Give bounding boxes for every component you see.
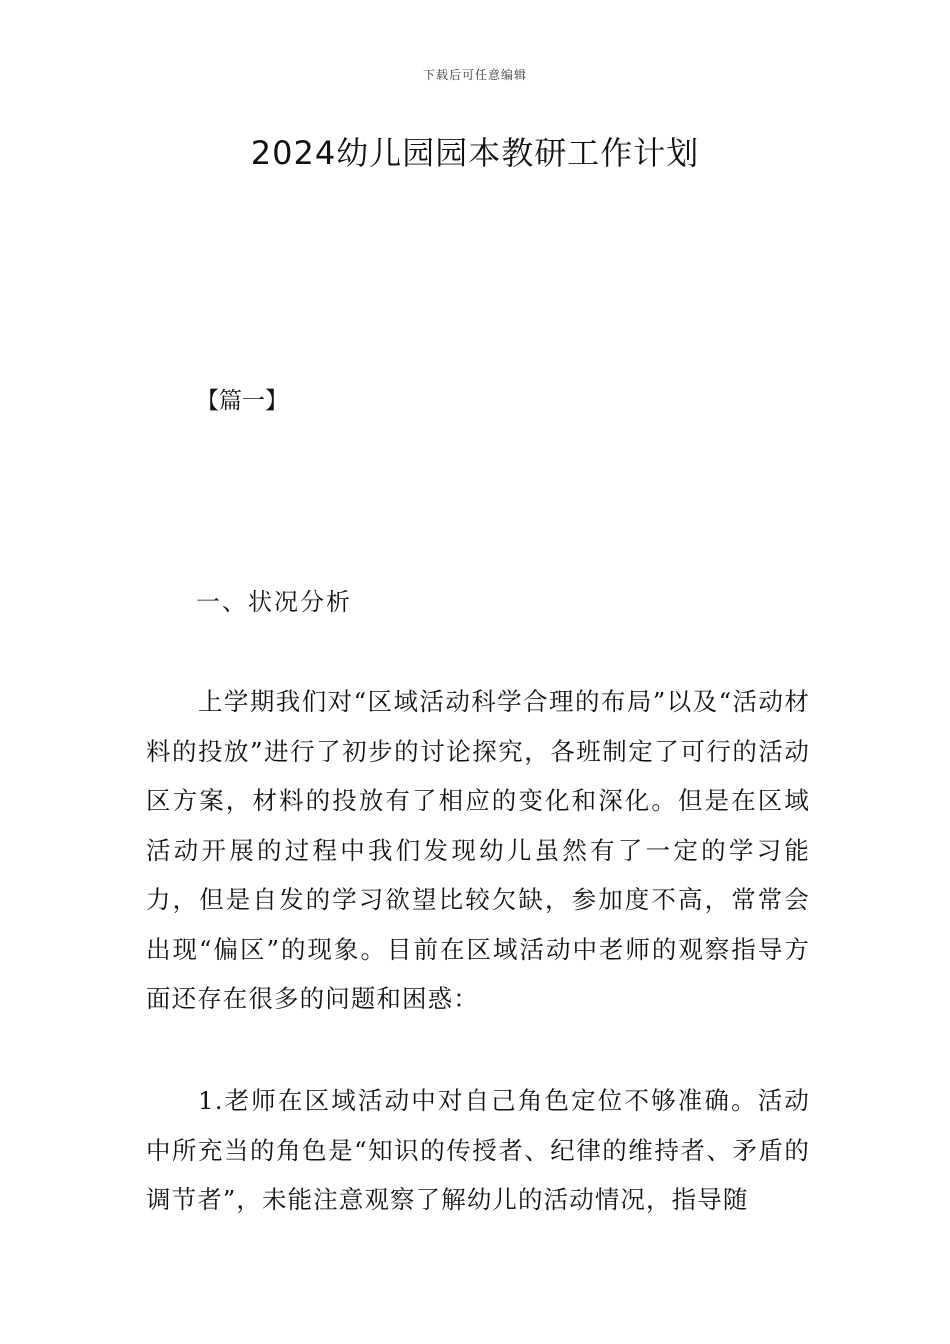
header-note: 下载后可任意编辑 bbox=[422, 68, 527, 82]
section-label: 【篇一】 bbox=[196, 388, 288, 414]
section-heading: 一、状况分析 bbox=[196, 588, 352, 616]
body-paragraph: 上学期我们对“区域活动科学合理的布局”以及“活动材料的投放”进行了初步的讨论探究，各班制定了可行的活动区方案，材料的投放有了相应的变化和深化。但是在区域活动开展的过程中我们发现幼儿虽然有了一定的学习能力，但是自发的学习欲望比较欠缺，参加度不高，常常会出现“偏区”的现象。目前在区域活动中老师的观察指导方面还存在很多的问题和困惑： bbox=[146, 687, 810, 1013]
document-title: 2024幼儿园园本教研工作计划 bbox=[250, 134, 700, 172]
body-paragraph: 1.老师在区域活动中对自己角色定位不够准确。活动中所充当的角色是“知识的传授者、纪律的维持者、矛盾的调节者”，未能注意观察了解幼儿的活动情况，指导随 bbox=[146, 1086, 810, 1214]
